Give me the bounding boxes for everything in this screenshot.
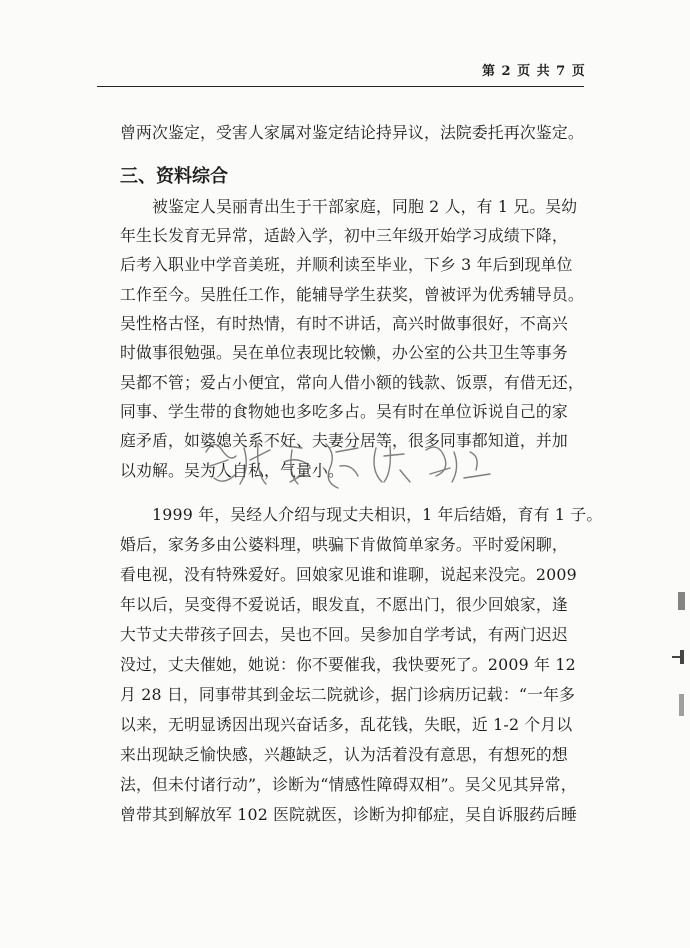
- text-line: 同事、学生带的食物她也多吃多占。吴有时在单位诉说自己的家: [120, 402, 568, 421]
- text-line: 法，但未付诸行动”，诊断为“情感性障碍双相”。吴父见其异常，: [120, 775, 577, 794]
- text-line: 吴性格古怪，有时热情，有时不讲话，高兴时做事很好，不高兴: [120, 314, 568, 333]
- text-line: 曾带其到解放军 102 医院就医，诊断为抑郁症，吴自诉服药后睡: [120, 805, 578, 824]
- text-line: 没过，丈夫催她，她说：你不要催我，我快要死了。2009 年 12: [120, 655, 576, 674]
- text-line: 月 28 日，同事带其到金坛二院就诊，据门诊病历记载：“一年多: [120, 685, 576, 704]
- text-line: 庭矛盾，如婆媳关系不好、夫妻分居等，很多同事都知道，并加: [120, 431, 568, 450]
- text-line: 大节丈夫带孩子回去，吴也不回。吴参加自学考试，有两门迟迟: [120, 625, 568, 644]
- text-line: 婚后，家务多由公婆料理，哄骗下肯做简单家务。平时爱闲聊，: [120, 535, 568, 554]
- text-line: 来出现缺乏愉快感，兴趣缺乏，认为活着没有意思，有想死的想: [120, 745, 568, 764]
- section-heading: 三、资料综合: [120, 166, 228, 187]
- text-line: 被鉴定人吴丽青出生于干部家庭，同胞 2 人，有 1 兄。吴幼: [120, 197, 578, 216]
- text-line: 年以后，吴变得不爱说话，眼发直，不愿出门，很少回娘家，逢: [120, 595, 568, 614]
- text-line: 以劝解。吴为人自私，气量小。: [120, 461, 344, 480]
- text-line: 吴都不管；爱占小便宜，常向人借小额的钱款、饭票，有借无还，: [120, 373, 584, 392]
- header-divider: [97, 86, 584, 87]
- text-line: 以来，无明显诱因出现兴奋话多，乱花钱，失眠，近 1-2 个月以: [120, 715, 573, 734]
- text-line: 后考入职业中学音美班，并顺利读至毕业，下乡 3 年后到现单位: [120, 255, 573, 274]
- text-line: 时做事很勉强。吴在单位表现比较懒，办公室的公共卫生等事务: [120, 343, 568, 362]
- text-line: 曾两次鉴定，受害人家属对鉴定结论持异议，法院委托再次鉴定。: [120, 123, 584, 142]
- text-line: 1999 年，吴经人介绍与现丈夫相识，1 年后结婚，育有 1 子。: [120, 505, 603, 524]
- text-line: 工作至今。吴胜任工作，能辅导学生获奖，曾被评为优秀辅导员。: [120, 285, 584, 304]
- text-line: 看电视，没有特殊爱好。回娘家见谁和谁聊，说起来没完。2009: [120, 565, 577, 584]
- page-number: 第 2 页 共 7 页: [482, 64, 586, 79]
- scan-edge-marks: [660, 590, 690, 730]
- text-line: 年生长发育无异常，适龄入学，初中三年级开始学习成绩下降，: [120, 226, 568, 245]
